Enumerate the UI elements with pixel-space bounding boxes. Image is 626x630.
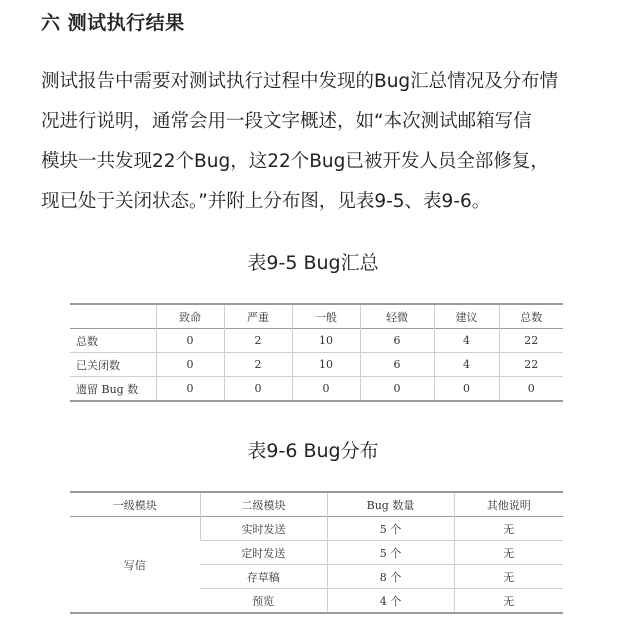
header-cell <box>70 304 156 329</box>
module-group-cell: 写信 <box>123 558 146 572</box>
table-header-row <box>70 304 563 329</box>
table-cell: 0 <box>156 329 224 353</box>
paragraph-line: 模块一共发现22个Bug，这22个Bug已被开发人员全部修复， <box>41 151 549 172</box>
paragraph-line: 现已处于关闭状态。”并附上分布图，见表9-5、表9-6。 <box>41 191 491 212</box>
row-label: 遗留 Bug 数 <box>76 382 139 396</box>
header-cell: 一般 <box>292 304 360 329</box>
header-cell: Bug 数量 <box>327 492 454 517</box>
body-paragraph <box>41 62 601 222</box>
row-label: 总数 <box>76 334 98 348</box>
table-cell: 10 <box>292 353 360 377</box>
table-cell: 0 <box>360 377 434 402</box>
bug-distribution-table <box>70 491 563 614</box>
table-cell: 无 <box>454 565 563 589</box>
row-label: 已关闭数 <box>76 358 120 372</box>
table-cell: 0 <box>434 377 499 402</box>
table-cell: 预览 <box>200 589 327 614</box>
table-cell: 2 <box>224 353 292 377</box>
header-cell: 其他说明 <box>454 492 563 517</box>
header-cell: 轻微 <box>360 304 434 329</box>
header-cell: 建议 <box>434 304 499 329</box>
table-cell: 4 <box>434 329 499 353</box>
table-row <box>70 353 563 377</box>
table-cell: 22 <box>499 329 563 353</box>
table-cell: 10 <box>292 329 360 353</box>
table-row <box>70 377 563 402</box>
table-cell: 无 <box>454 541 563 565</box>
header-cell: 总数 <box>499 304 563 329</box>
table-cell: 无 <box>454 517 563 541</box>
table-row <box>70 329 563 353</box>
table-cell: 存草稿 <box>200 565 327 589</box>
table-cell: 22 <box>499 353 563 377</box>
table-cell: 6 <box>360 353 434 377</box>
table-cell: 0 <box>224 377 292 402</box>
bug-summary-table <box>70 303 563 402</box>
table-cell: 0 <box>499 377 563 402</box>
table-cell: 8 个 <box>327 565 454 589</box>
header-cell: 二级模块 <box>200 492 327 517</box>
table-cell: 4 <box>434 353 499 377</box>
header-cell: 一级模块 <box>112 498 157 512</box>
table-header-row <box>70 492 563 517</box>
table-cell: 实时发送 <box>200 517 327 541</box>
table-cell: 0 <box>292 377 360 402</box>
table-cell: 0 <box>156 377 224 402</box>
header-cell: 致命 <box>156 304 224 329</box>
header-cell: 严重 <box>224 304 292 329</box>
table2-caption: 表9-6 Bug分布 <box>247 440 379 462</box>
table-cell: 5 个 <box>327 517 454 541</box>
table-row <box>70 517 563 541</box>
table-cell: 2 <box>224 329 292 353</box>
section-heading: 六 测试执行结果 <box>41 12 185 34</box>
paragraph-line: 况进行说明，通常会用一段文字概述，如“本次测试邮箱写信 <box>41 111 532 132</box>
table-cell: 定时发送 <box>200 541 327 565</box>
table-cell: 5 个 <box>327 541 454 565</box>
table-cell: 0 <box>156 353 224 377</box>
paragraph-line: 测试报告中需要对测试执行过程中发现的Bug汇总情况及分布情 <box>41 71 559 92</box>
table-cell: 4 个 <box>327 589 454 614</box>
table-cell: 6 <box>360 329 434 353</box>
table1-caption: 表9-5 Bug汇总 <box>247 252 379 274</box>
table-cell: 无 <box>454 589 563 614</box>
